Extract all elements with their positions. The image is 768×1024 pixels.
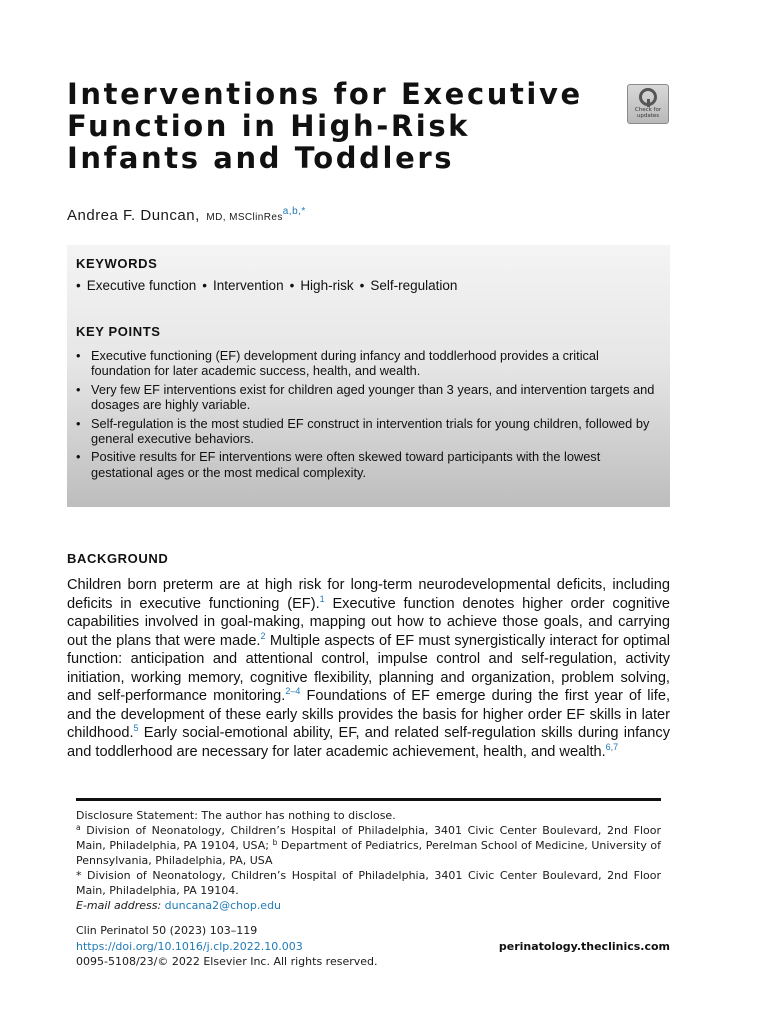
keywords-heading: KEYWORDS bbox=[76, 256, 158, 271]
background-heading: BACKGROUND bbox=[67, 551, 169, 566]
key-point-item: • Very few EF interventions exist for children aged younger than 3 years, and intervention targets and dosages are highly variable. bbox=[76, 382, 661, 413]
author-degrees: MD, MSClinRes bbox=[206, 212, 283, 223]
email-link[interactable]: duncana2@chop.edu bbox=[164, 899, 282, 912]
author-name: Andrea F. Duncan, bbox=[67, 207, 200, 224]
reference-link[interactable]: 6,7 bbox=[605, 741, 619, 752]
keyword-item: • Executive function bbox=[76, 278, 196, 293]
keywords-keypoints-box bbox=[67, 245, 670, 507]
corresponding-author-note: * Division of Neonatology, Children’s Hospital of Philadelphia, 3401 Civic Center Boulevard, 2nd Floor Main, Philadelphia, PA 19104. bbox=[76, 869, 661, 897]
key-points-heading: KEY POINTS bbox=[76, 324, 161, 339]
key-points-list bbox=[76, 348, 661, 483]
key-point-item: • Self-regulation is the most studied EF construct in intervention trials for young children, followed by general executive behaviors. bbox=[76, 416, 661, 447]
check-updates-line2: updates bbox=[636, 113, 660, 119]
background-text: Executive function denotes higher order cognitive capabilities involved in goal-making, mapping out how to achieve those goals, and carrying out the plans that were made. bbox=[67, 595, 670, 649]
check-updates-line1: Check for bbox=[634, 107, 662, 113]
reference-link[interactable]: 5 bbox=[133, 723, 139, 733]
keywords-list bbox=[76, 278, 457, 293]
affiliation-mark-b: b bbox=[272, 838, 278, 847]
key-point-item: • Executive functioning (EF) development during infancy and toddlerhood provides a critical foundation for later academic success, health, and wealth. bbox=[76, 348, 661, 379]
article-title: Interventions for Executive Function in High-Risk Infants and Toddlers bbox=[67, 77, 583, 175]
affiliations-note bbox=[76, 823, 661, 868]
journal-website-link[interactable]: perinatology.theclinics.com bbox=[498, 939, 670, 953]
affiliation-mark-a: a bbox=[76, 823, 81, 832]
affiliation-b: Department of Pediatrics, Perelman School of Medicine, University of Pennsylvania, Philadelphia, PA, USA bbox=[76, 839, 662, 867]
reference-link[interactable]: 1 bbox=[319, 593, 325, 604]
background-text: Early social-emotional ability, EF, and related self-regulation skills during infancy and toddlerhood are necessary for later academic achievement, health, and wealth. bbox=[67, 725, 670, 760]
citation-block bbox=[76, 923, 670, 970]
author-affiliation-marks[interactable]: a,b,* bbox=[282, 206, 306, 217]
check-updates-icon bbox=[639, 88, 657, 106]
email-line bbox=[76, 898, 661, 913]
disclosure-statement: Disclosure Statement: The author has nothing to disclose. bbox=[76, 809, 396, 822]
background-text: Foundations of EF emerge during the first year of life, and the development of these early skills provides the basis for higher order EF skills in later childhood. bbox=[67, 688, 670, 741]
footnotes bbox=[76, 808, 661, 913]
check-for-updates-badge[interactable] bbox=[627, 84, 669, 124]
reference-link[interactable]: 2–4 bbox=[285, 686, 301, 696]
reference-link[interactable]: 2 bbox=[260, 630, 266, 641]
email-label: E-mail address: bbox=[76, 899, 162, 912]
check-updates-caption bbox=[635, 107, 661, 119]
keyword-item: • Intervention bbox=[196, 278, 283, 293]
affiliation-a: Division of Neonatology, Children’s Hospital of Philadelphia, 3401 Civic Center Boulevard, 2nd Floor Main, Philadelphia, PA 19104, USA; bbox=[76, 824, 661, 852]
background-text: Children born preterm are at high risk for long-term neurodevelopmental deficits, including deficits in executive functioning (EF). bbox=[67, 577, 670, 612]
background-paragraph bbox=[67, 576, 670, 761]
keyword-item: • Self-regulation bbox=[354, 278, 458, 293]
doi-link[interactable]: https://doi.org/10.1016/j.clp.2022.10.003 bbox=[76, 939, 303, 953]
journal-citation: Clin Perinatol 50 (2023) 103–119 bbox=[76, 924, 258, 937]
footnote-divider bbox=[76, 798, 661, 801]
key-point-item: • Positive results for EF interventions were often skewed toward participants with the lowest gestational ages or the most medical complexity. bbox=[76, 449, 661, 480]
copyright-line: 0095-5108/23/© 2022 Elsevier Inc. All rights reserved. bbox=[76, 955, 378, 968]
background-text: Multiple aspects of EF must synergistically interact for optimal function: anticipation and attentional control, impulse control and self-regulation, activity initiation, working memory, cognitive flexibility, planning and organization, problem solving, and self-performance monitoring. bbox=[67, 632, 670, 704]
author-line bbox=[67, 206, 306, 224]
keyword-item: • High-risk bbox=[284, 278, 354, 293]
